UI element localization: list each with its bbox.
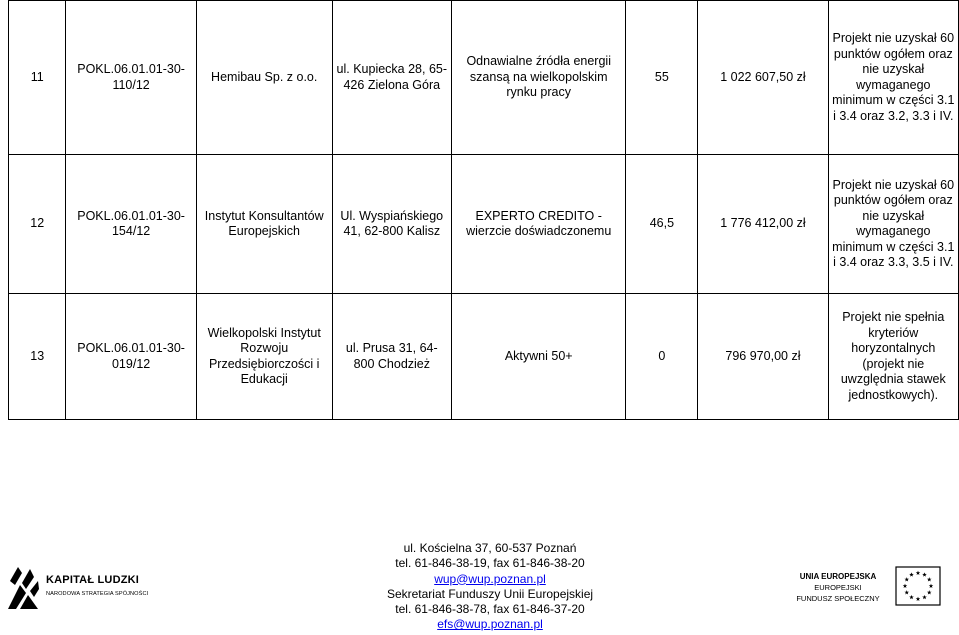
kapital-ludzki-title: KAPITAŁ LUDZKI <box>46 574 140 586</box>
footer-phone-2: tel. 61-846-38-78, fax 61-846-37-20 <box>395 602 585 617</box>
eu-flag-icon <box>895 566 941 606</box>
evaluation-status: Projekt nie spełnia kryteriów horyzontalnych (projekt nie uwzględnia stawek jednostkowych). <box>828 294 958 420</box>
row-number: 13 <box>9 294 66 420</box>
footer-email-2-link[interactable]: efs@wup.poznan.pl <box>437 617 543 632</box>
eu-line-2: EUROPEJSKI <box>814 583 862 592</box>
eu-text <box>790 571 886 604</box>
table-row <box>9 155 959 294</box>
amount: 1 776 412,00 zł <box>698 155 828 294</box>
footer-email-1-link[interactable]: wup@wup.poznan.pl <box>434 571 546 586</box>
points: 46,5 <box>626 155 698 294</box>
footer-address: ul. Kościelna 37, 60-537 Poznań <box>403 541 577 555</box>
points: 55 <box>626 1 698 155</box>
evaluation-status: Projekt nie uzyskał 60 punktów ogółem oraz nie uzyskał wymaganego minimum w części 3.1 i 3.4 oraz 3.3, 3.5 i IV. <box>828 155 958 294</box>
footer-contact <box>360 541 620 633</box>
project-code: POKL.06.01.01-30-019/12 <box>66 294 196 420</box>
project-title: Aktywni 50+ <box>451 294 626 420</box>
row-number: 12 <box>9 155 66 294</box>
eu-line-3: FUNDUSZ SPOŁECZNY <box>796 594 880 603</box>
kapital-ludzki-icon <box>6 563 40 611</box>
footer-secretariat: Sekretariat Funduszy Unii Europejskiej <box>386 586 594 601</box>
applicant-name: Instytut Konsultantów Europejskich <box>196 155 332 294</box>
applicant-name: Hemibau Sp. z o.o. <box>196 1 332 155</box>
row-number: 11 <box>9 1 66 155</box>
project-title: Odnawialne źródła energii szansą na wielkopolskim rynku pracy <box>451 1 626 155</box>
table-row <box>9 1 959 155</box>
points: 0 <box>626 294 698 420</box>
evaluation-status: Projekt nie uzyskał 60 punktów ogółem oraz nie uzyskał wymaganego minimum w części 3.1 i 3.4 oraz 3.2, 3.3 i IV. <box>828 1 958 155</box>
kapital-ludzki-subtitle: NARODOWA STRATEGIA SPÓJNOŚCI <box>46 591 149 597</box>
project-title: EXPERTO CREDITO - wierzcie doświadczonemu <box>451 155 626 294</box>
applicant-address: ul. Prusa 31, 64-800 Chodzież <box>332 294 451 420</box>
footer-phone-1: tel. 61-846-38-19, fax 61-846-38-20 <box>395 556 585 571</box>
projects-table <box>8 0 959 420</box>
table-row <box>9 294 959 420</box>
applicant-address: Ul. Wyspiańskiego 41, 62-800 Kalisz <box>332 155 451 294</box>
amount: 796 970,00 zł <box>698 294 828 420</box>
applicant-address: ul. Kupiecka 28, 65-426 Zielona Góra <box>332 1 451 155</box>
eu-line-1: UNIA EUROPEJSKA <box>799 572 877 581</box>
amount: 1 022 607,50 zł <box>698 1 828 155</box>
eu-logo <box>790 566 955 611</box>
kapital-ludzki-logo <box>6 563 166 613</box>
project-code: POKL.06.01.01-30-110/12 <box>66 1 196 155</box>
applicant-name: Wielkopolski Instytut Rozwoju Przedsiębiorczości i Edukacji <box>196 294 332 420</box>
project-code: POKL.06.01.01-30-154/12 <box>66 155 196 294</box>
